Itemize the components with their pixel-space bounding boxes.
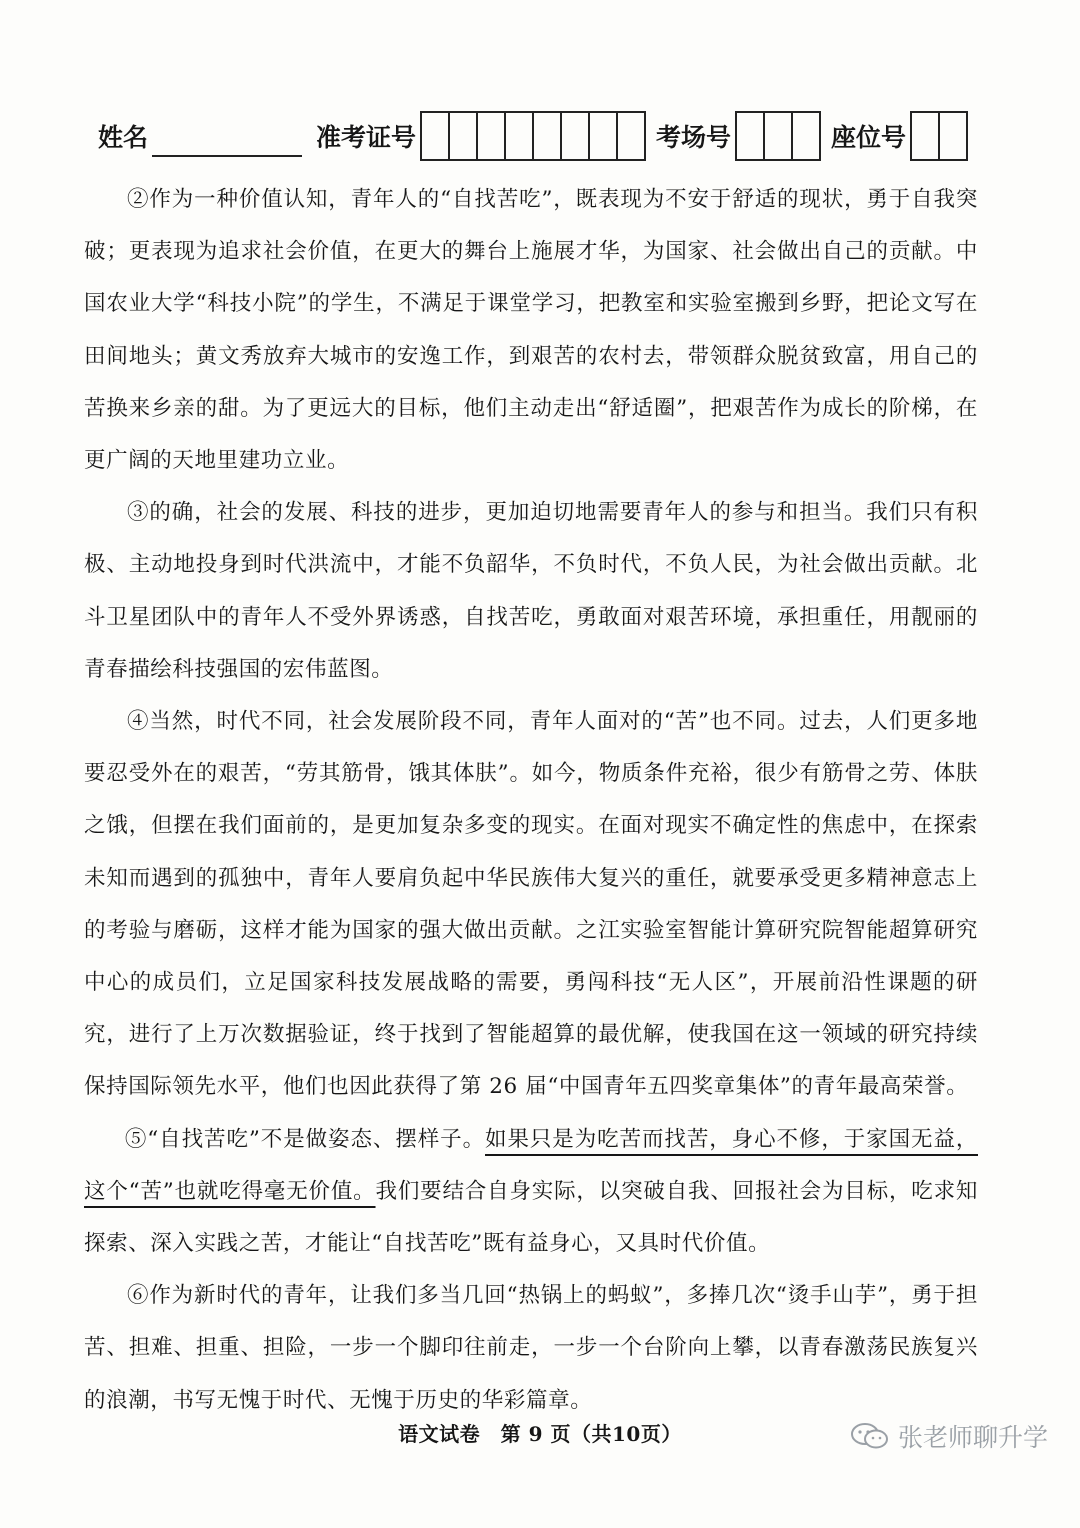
name-field[interactable] [152, 115, 302, 157]
ticket-number-label: 准考证号 [315, 123, 416, 152]
ticket-digit-box[interactable] [420, 111, 450, 161]
exam-room-label: 考场号 [655, 123, 731, 152]
underlined-sentence: 如果只是为吃苦而找苦，身心不修，于家国无益，这个“苦”也就吃得毫无价值。 [84, 1126, 978, 1204]
watermark-text: 张老师聊升学 [897, 1423, 1048, 1452]
wechat-icon [850, 1421, 890, 1451]
seat-number-label: 座位号 [830, 123, 906, 152]
paragraph-5-intro: ⑤“自找苦吃”不是做姿态、摆样子。 [124, 1126, 486, 1152]
paragraph-6: ⑥作为新时代的青年，让我们多当几回“热锅上的蚂蚁”，多捧几次“烫手山芋”，勇于担苦、担难、担重、担险，一步一个脚印往前走，一步一个台阶向上攀，以青春激荡民族复兴的浪潮，书写无愧于时代、无愧于历史的华彩篇章。 [84, 1283, 978, 1413]
ticket-digit-box[interactable] [476, 111, 506, 161]
seat-digit-box[interactable] [938, 111, 968, 161]
paragraph-4: ④当然，时代不同，社会发展阶段不同，青年人面对的“苦”也不同。过去，人们更多地要忍受外在的艰苦，“劳其筋骨，饿其体肤”。如今，物质条件充裕，很少有筋骨之劳、体肤之饿，但摆在我们面前的，是更加复杂多变的现实。在面对现实不确定性的焦虑中，在探索未知而遇到的孤独中，青年人要肩负起中华民族伟大复兴的重任，就要承受更多精神意志上的考验与磨砺，这样才能为国家的强大做出贡献。之江实验室智能计算研究院智能超算研究中心的成员们，立足国家科技发展战略的需要，勇闯科技“无人区”，开展前沿性课题的研究，进行了上万次数据验证，终于找到了智能超算的最优解，使我国在这一领域的研究持续保持国际领先水平，他们也因此获得了第 26 届“中国青年五四奖章集体”的青年最高荣誉。 [84, 709, 978, 1100]
exam-room-boxes[interactable] [735, 111, 821, 161]
ticket-number-boxes[interactable] [420, 111, 646, 161]
paragraph-3: ③的确，社会的发展、科技的进步，更加迫切地需要青年人的参与和担当。我们只有积极、主动地投身到时代洪流中，才能不负韶华，不负时代，不负人民，为社会做出贡献。北斗卫星团队中的青年人不受外界诱惑，自找苦吃，勇敢面对艰苦环境，承担重任，用靓丽的青春描绘科技强国的宏伟蓝图。 [84, 500, 978, 682]
ticket-digit-box[interactable] [616, 111, 646, 161]
ticket-digit-box[interactable] [588, 111, 618, 161]
room-digit-box[interactable] [735, 111, 765, 161]
ticket-digit-box[interactable] [532, 111, 562, 161]
seat-digit-box[interactable] [910, 111, 940, 161]
seat-number-boxes[interactable] [910, 111, 968, 161]
paragraph-2: ②作为一种价值认知，青年人的“自找苦吃”，既表现为不安于舒适的现状，勇于自我突破；更表现为追求社会价值，在更大的舞台上施展才华，为国家、社会做出自己的贡献。中国农业大学“科技小院”的学生，不满足于课堂学习，把教室和实验室搬到乡野，把论文写在田间地头；黄文秀放弃大城市的安逸工作，到艰苦的农村去，带领群众脱贫致富，用自己的苦换来乡亲的甜。为了更远大的目标，他们主动走出“舒适圈”，把艰苦作为成长的阶梯，在更广阔的天地里建功立业。 [84, 187, 978, 474]
room-digit-box[interactable] [791, 111, 821, 161]
ticket-digit-box[interactable] [448, 111, 478, 161]
room-digit-box[interactable] [763, 111, 793, 161]
ticket-digit-box[interactable] [560, 111, 590, 161]
paragraph-5 [84, 1114, 978, 1271]
ticket-digit-box[interactable] [504, 111, 534, 161]
watermark [850, 1418, 1048, 1454]
passage-body [84, 174, 978, 1427]
page-footer: 语文试卷 第 9 页（共10页） [398, 1422, 682, 1446]
paragraph-5-rest: 我们要结合自身实际，以突破自我、回报社会为目标，吃求知探索、深入实践之苦，才能让“自找苦吃”既有益身心，又具时代价值。 [84, 1178, 979, 1257]
name-label: 姓名 [98, 123, 149, 152]
exam-header [98, 108, 978, 164]
